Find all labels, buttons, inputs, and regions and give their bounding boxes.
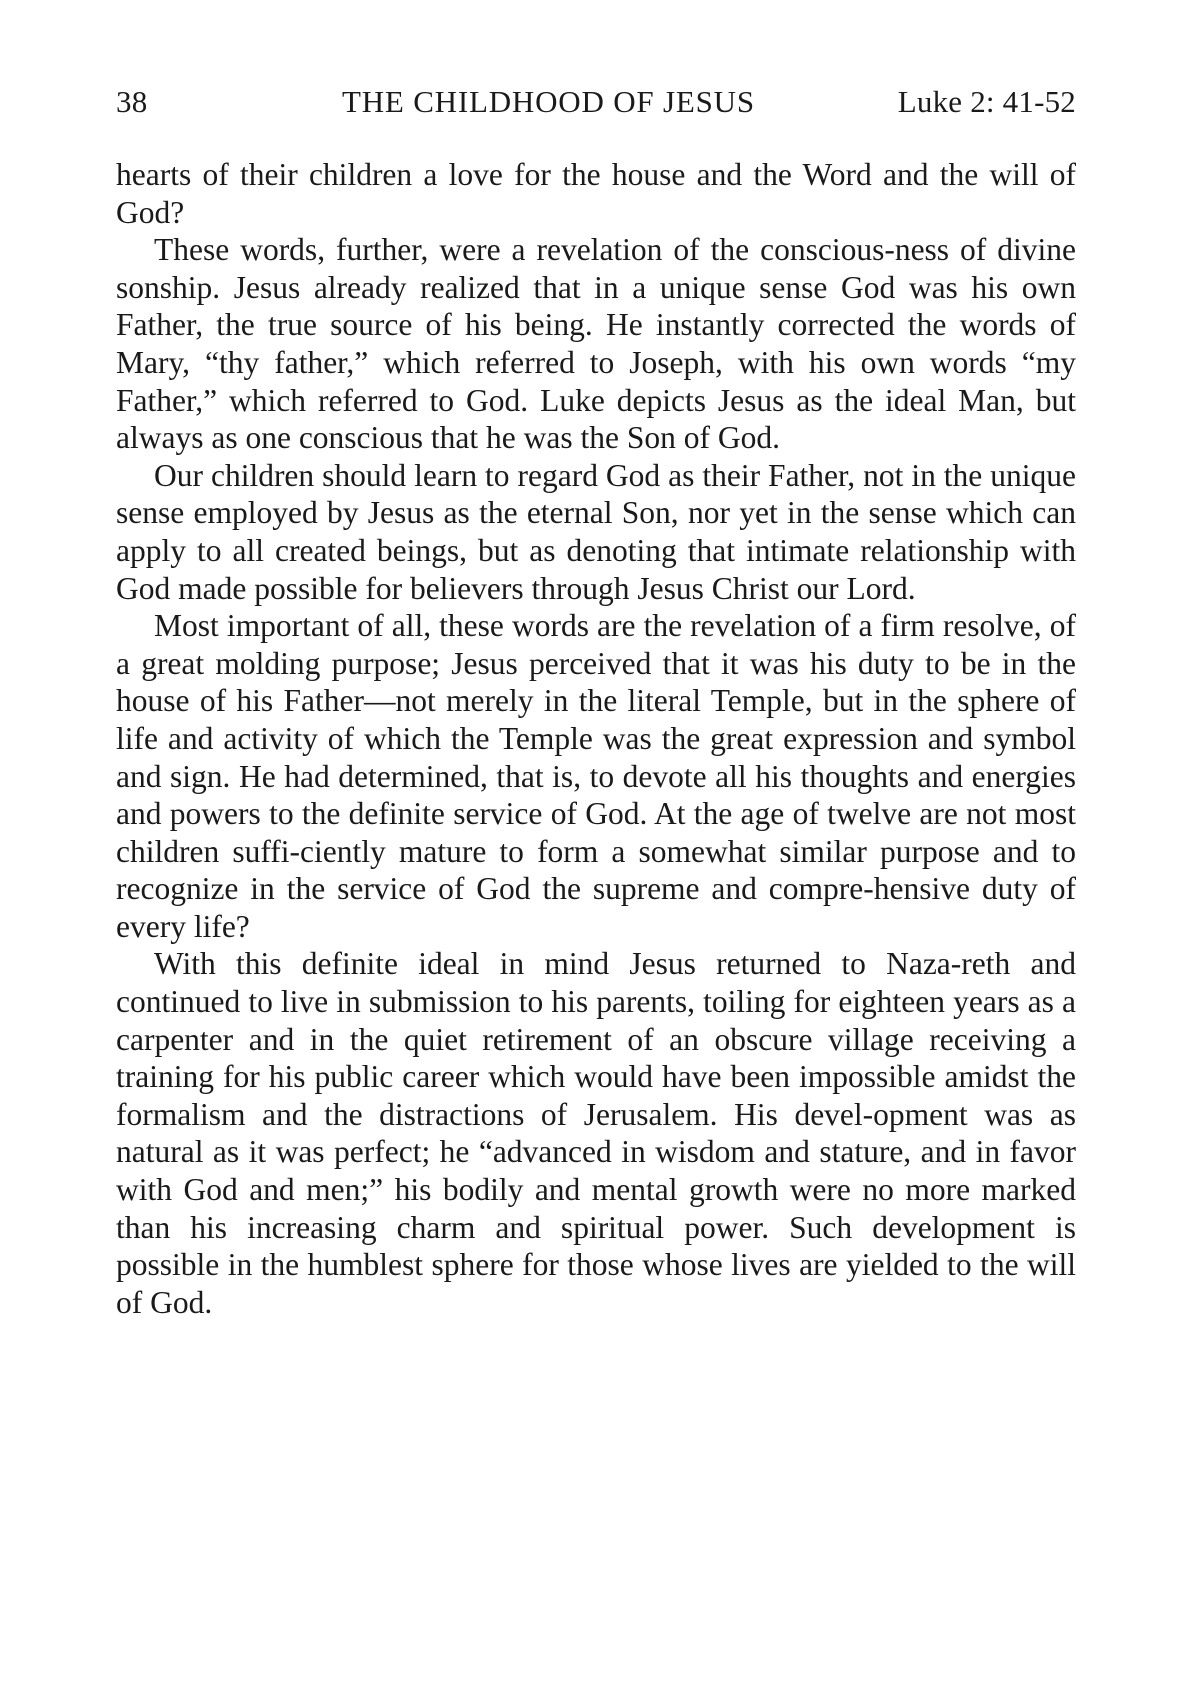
paragraph-continued: hearts of their children a love for the house and the Word and the will of God? [116, 157, 1076, 230]
scripture-reference: Luke 2: 41-52 [897, 84, 1076, 119]
body-text [116, 156, 1076, 1321]
paragraph-firm-resolve: Most important of all, these words are the revelation of a firm resolve, of a great molding purpose; Jesus perceived that it was his duty to be in the house of his Father—not merely in the literal Temple, but in the sphere of life and activity of which the Temple was the great expression and symbol and sign. He had determined, that is, to devote all his thoughts and energies and powers to the definite service of God. At the age of twelve are not most children suffi-ciently mature to form a somewhat similar purpose and to recognize in the service of God the supreme and compre-hensive duty of every life? [116, 608, 1076, 944]
running-header [116, 84, 1076, 124]
paragraph-return-to-nazareth: With this definite ideal in mind Jesus returned to Naza-reth and continued to live in submission to his parents, toiling for eighteen years as a carpenter and in the quiet retirement of an obscure village receiving a training for his public career which would have been impossible amidst the formalism and the distractions of Jerusalem. His devel-opment was as natural as it was perfect; he “advanced in wisdom and stature, and in favor with God and men;” his bodily and mental growth were no more marked than his increasing charm and spiritual power. Such development is possible in the humblest sphere for those whose lives are yielded to the will of God. [116, 946, 1076, 1320]
paragraph-divine-sonship: These words, further, were a revelation of the conscious-ness of divine sonship. Jesus already realized that in a unique sense God was his own Father, the true source of his being. He instantly corrected the words of Mary, “thy father,” which referred to Joseph, with his own words “my Father,” which referred to God. Luke depicts Jesus as the ideal Man, but always as one conscious that he was the Son of God. [116, 232, 1076, 456]
page-number: 38 [116, 84, 148, 119]
running-title: THE CHILDHOOD OF JESUS [342, 84, 755, 119]
paragraph-god-as-father: Our children should learn to regard God as their Father, not in the unique sense employed by Jesus as the eternal Son, nor yet in the sense which can apply to all created beings, but as denoting that intimate relationship with God made possible for believers through Jesus Christ our Lord. [116, 457, 1076, 606]
